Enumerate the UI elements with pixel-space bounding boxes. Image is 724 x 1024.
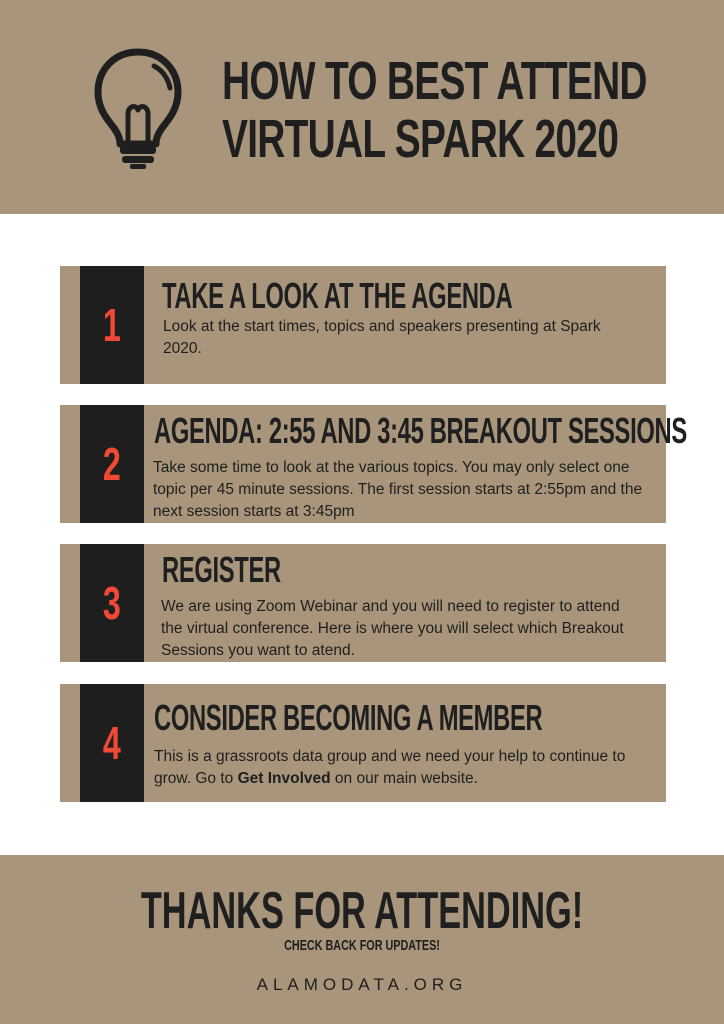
step-card-4 (60, 684, 666, 802)
title-line-1: HOW TO BEST ATTEND (222, 51, 647, 111)
title-line-2: VIRTUAL SPARK 2020 (222, 109, 619, 169)
check-back-text: CHECK BACK FOR UPDATES! (284, 937, 440, 954)
step-number-block (80, 684, 144, 802)
step-text: Look at the start times, topics and speakers presenting at Spark 2020. (163, 318, 601, 357)
step-heading: REGISTER (162, 549, 281, 590)
lightbulb-icon (92, 48, 184, 170)
step-text (154, 746, 644, 790)
step-card-1 (60, 266, 666, 384)
website-link[interactable]: ALAMODATA.ORG (256, 975, 468, 994)
footer-banner (0, 855, 724, 1024)
step-number: 1 (103, 299, 121, 351)
page-title (222, 51, 647, 169)
step-heading: CONSIDER BECOMING A MEMBER (154, 697, 543, 738)
step-number-block (80, 266, 144, 384)
step-text-end: on our main website. (330, 770, 478, 787)
step-number: 4 (103, 717, 121, 769)
step-text-start: This is a grassroots data group and we need your help to continue to grow. Go to (154, 748, 626, 787)
thanks-heading: THANKS FOR ATTENDING! (140, 882, 584, 940)
step-number-block (80, 405, 144, 523)
step-text: We are using Zoom Webinar and you will need to register to attend the virtual conference. Here is where you will select which Breakout Sessions you want to atend. (161, 598, 624, 659)
step-number-block (80, 544, 144, 662)
header-banner (0, 0, 724, 214)
step-heading: AGENDA: 2:55 AND 3:45 BREAKOUT SESSIONS (154, 410, 687, 451)
get-involved-text: Get Involved (237, 770, 331, 787)
step-heading: TAKE A LOOK AT THE AGENDA (162, 275, 513, 316)
step-card-3 (60, 544, 666, 662)
step-text: Take some time to look at the various topics. You may only select one topic per 45 minute sessions. The first session starts at 2:55pm and the next session starts at 3:45pm (153, 459, 643, 520)
step-number: 3 (103, 577, 121, 629)
step-card-2 (60, 405, 687, 523)
step-number: 2 (103, 438, 121, 490)
